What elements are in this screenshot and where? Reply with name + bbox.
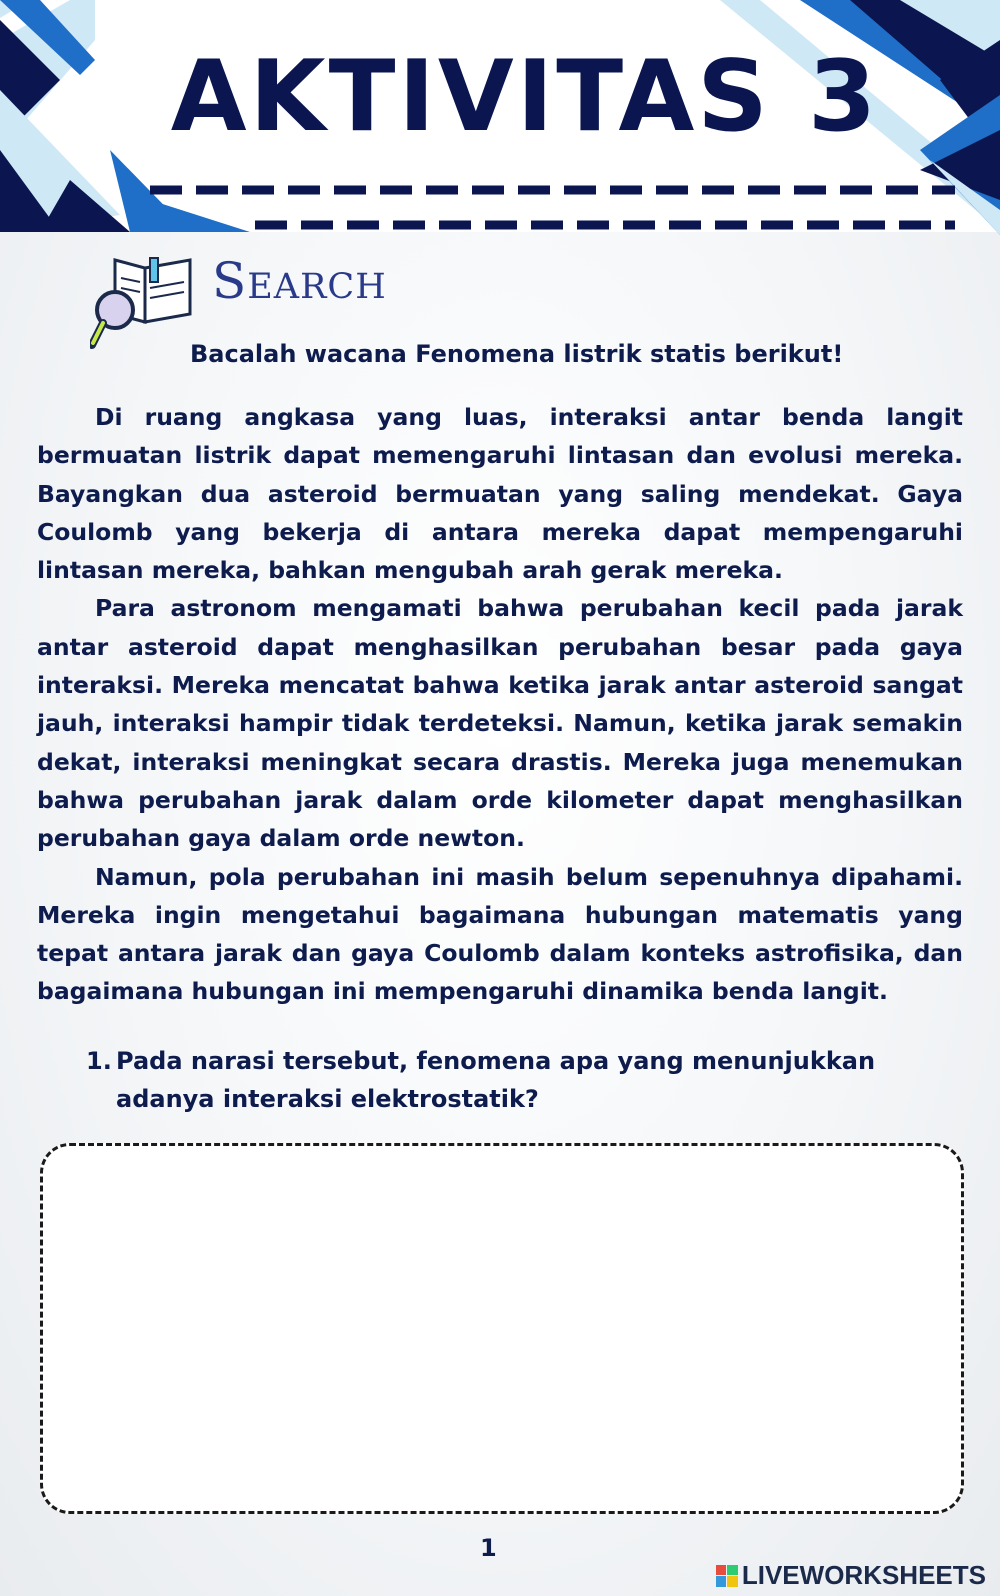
page-title: AKTIVITAS 3 <box>170 40 880 154</box>
reading-passage <box>37 398 963 1011</box>
liveworksheets-icon <box>716 1565 738 1587</box>
header-banner <box>0 0 1000 240</box>
passage-paragraph-2: Para astronom mengamati bahwa perubahan kecil pada jarak antar asteroid dapat menghasilkan perubahan besar pada gaya interaksi. Mereka mencatat bahwa ketika jarak antar asteroid sangat jauh, interaksi hampir tidak terdeteksi. Namun, ketika jarak semakin dekat, interaksi meningkat secara drastis. Mereka juga menemukan bahwa perubahan jarak dalam orde kilometer dapat menghasilkan perubahan gaya dalam orde newton. <box>37 594 963 853</box>
question-number: 1. <box>86 1047 112 1075</box>
passage-paragraph-3: Namun, pola perubahan ini masih belum sepenuhnya dipahami. Mereka ingin mengetahui bagaimana hubungan matematis yang tepat antara jarak dan gaya Coulomb dalam konteks astrofisika, dan bagaimana hubungan ini mempengaruhi dinamika benda langit. <box>37 862 963 1006</box>
brand-logo <box>716 1560 986 1591</box>
section-title: Search <box>212 252 387 310</box>
page-number: 1 <box>480 1534 497 1562</box>
instruction-text: Bacalah wacana Fenomena listrik statis berikut! <box>190 340 844 368</box>
passage-paragraph-1: Di ruang angkasa yang luas, interaksi antar benda langit bermuatan listrik dapat memengaruhi lintasan dan evolusi mereka. Bayangkan dua asteroid bermuatan yang saling mendekat. Gaya Coulomb yang bekerja di antara mereka dapat mempengaruhi lintasan mereka, bahkan mengubah arah gerak mereka. <box>37 403 963 585</box>
answer-textbox[interactable] <box>40 1143 964 1514</box>
brand-name: LIVEWORKSHEETS <box>741 1560 986 1590</box>
question-1 <box>86 1042 926 1118</box>
question-text: Pada narasi tersebut, fenomena apa yang menunjukkan adanya interaksi elektrostatik? <box>116 1047 876 1113</box>
book-magnifier-icon <box>90 250 200 360</box>
